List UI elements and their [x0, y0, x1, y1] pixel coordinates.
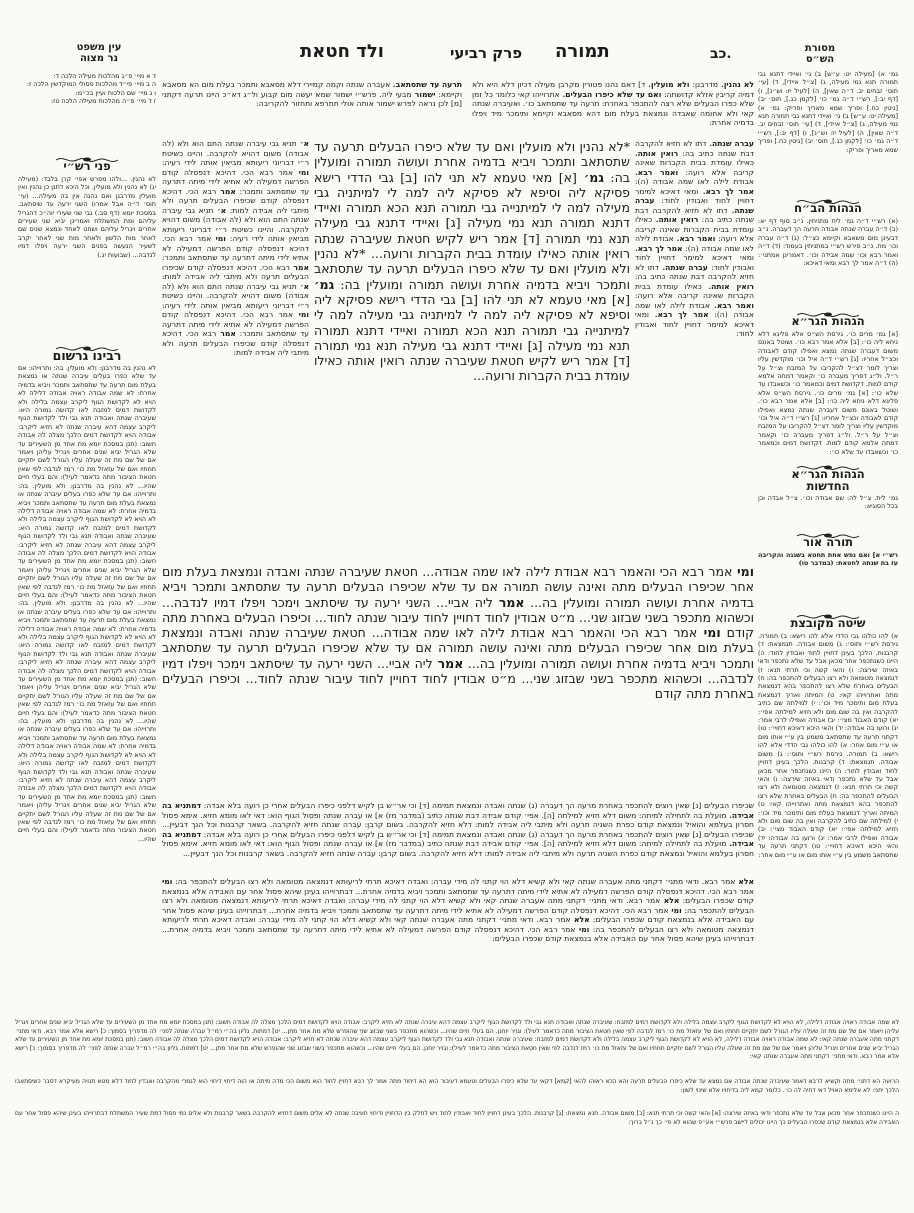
daf-number: כב.	[710, 46, 732, 62]
center-text-area	[162, 80, 754, 1012]
divider-ornament	[758, 606, 898, 615]
divider-ornament	[758, 525, 898, 534]
shita-mekubetzet-text: א) להו כולהו גבי הדדי אלא להו רישא: ב) תמורה. גירסת רש״י ותוס׳: ג) משום אבודה. תנמצאת: ד) קרבנות. הלכך בעינן דחויין לחוד ואבודין לחוד: ה) היינו כשנתכפר אחר מכאן אבל עד שלא נתכפר ודאי באיזה שירצה: ו) והאי קשה וכי תרתי תנא: ז) דנמצאה מטומאה ולא רצו הבעלים להתכפר בה: ח) הבעלים באחרת שלא רצו להתכפר בהא דנמצאת מתה ואתרוייהו קאי: ט) המיתה ואריך דנמצאת בעלת מום ותימכר מיד וכו׳: י) למילתה שם כתיב להקרבה ואין בה שום מום ולא חזיא למילתה אפי׳: יא) קודם האבוד מצי׳: יב) אבודה ואפילו לרבי אמר: יג) ורועו בה אבודה: יד) והאי היכא דאיכא דחויי׳: טו) דקתני תרעה עד שתסתאב משמע בין ע״י אותו מום או ע״י מום אחר: א) להו כולהו גבי הדדי אלא להו רישא: ב) תמורה. גירסת רש״י ותוס׳: ג) משום אבודה. תנמצאת: ד) קרבנות. הלכך בעינן דחויין לחוד ואבודין לחוד: ה) היינו כשנתכפר אחר מכאן אבל עד שלא נתכפר ודאי באיזה שירצה: ו) והאי קשה וכי תרתי תנא: ז) דנמצאה מטומאה ולא רצו הבעלים להתכפר בה: ח) הבעלים באחרת שלא רצו להתכפר בהא דנמצאת מתה ואתרוייהו קאי: ט) המיתה ואריך דנמצאת בעלת מום ותימכר מיד וכו׳: י) למילתה שם כתיב להקרבה ואין בה שום מום ולא חזיא למילתה אפי׳: יא) קודם האבוד מצי׳: יב) אבודה ואפילו לרבי אמר: יג) ורועו בה אבודה: יד) והאי היכא דאיכא דחויי׳: טו) דקתני תרעה עד שתסתאב משמע בין ע״י אותו מום או ע״י מום אחר:	[758, 632, 898, 859]
shita-bottom-band: ה היינו כשנתכפר אחר מכאן אבל עד שלא נתכפר ודאי באיזה שירצה: [א] והאי קשה וכי תרתי תנא: [ב] משום אבודה. תנא נמצאת: [ג] קרבנות. הלכך בעינן דחויין לחוד ואבודין לחוד ויש לחלק בין הדחויין ודיחוי תעיבה שנתה לא אלים משום דחזיא להקרבה בשאר קרבנות ולא אלים נמי פסול דמת שעיר המשתלח דבתרוייהו בעינן שיהא פסול אחר עם האבידה אלא בנמצאת קודם שכפרו הבעלים כך היינו יכולים ליישב פרש״י אע״פ שהוא לא פי׳ כך נ״ל ברוך:	[15, 1110, 899, 1126]
ein-mishpat-header	[40, 42, 158, 64]
hagahot-hagra-chadashot-title	[758, 468, 898, 492]
perek-name-header: ולד חטאת	[300, 41, 384, 62]
ein-mishpat-entry: ז ד מיי׳ פ״ה מהלכות מעילה הלכה טז:	[51, 97, 156, 106]
divider-ornament	[18, 149, 156, 158]
rashi-top-block: לא נהנין. מדרבנן: ולא מועלין. ד] דאם נהנו פטורין מקרבן מעילה דכיון דלא היא ולא דמיה קריבין אזלא קדושתה: ואם עד שלא כיפרו הבעלים. אתרוייהו קאי כלומר כל זמן שלא כפרו הבעלים שלא רצה להתכפר באחרת: תרעה עד שתסתאב כו׳. ואעיברה שנתה קאי ולא אחומה שאבדה ונמצאת בעלת מום דהא מסאבא וקיימא ותימכר מיד ויפלו בדמיה אחרת:	[472, 80, 754, 127]
hagahot-hagra-chadashot-text: גמ׳ לית. צ״ל לה: שם אבודה וכו׳. צ״ל אבדה וכן בכל הסוגיא:	[758, 494, 898, 511]
mesoret-hashas-text: גמ׳ א) [מעילה יט: ע״ש] ב) גי׳ ואיידי דתנא גבי תמורה תנא נמי מעילה, ג) [צ״ל איידי], ד) [עי׳ תוס׳ זבחים יב. ד״ה שאין], ה) [לעיל יז: וש״נ], ו) [דף יב:], רש״י ד״ה גמ׳ כו׳ [לקמן כג.], תוס׳ יב) [גיטין כח.] ופריך שמא מאריך ופריק: גמ׳ א) [מעילה יט: ע״ש] ב) גי׳ ואיידי דתנא גבי תמורה תנא נמי מעילה, ג) [צ״ל איידי], ד) [עי׳ תוס׳ זבחים יב. ד״ה שאין], ה) [לעיל יז: וש״נ], ו) [דף יב:], רש״י ד״ה גמ׳ כו׳ [לקמן כג.], תוס׳ יב) [גיטין כח.] ופריך שמא מאריך ופריק:	[758, 70, 898, 154]
mesoret-title-line1: מסורת	[804, 43, 836, 54]
main-three-columns	[162, 139, 754, 561]
hagahot-hagra-chadashot-title-line2: החדשות	[806, 479, 850, 493]
hagahot-hagra-chadashot-title-line1: הגהות הגר״א	[791, 467, 865, 481]
mesoret-title-line2: הש״ס	[805, 54, 835, 65]
divider-ornament	[758, 457, 898, 466]
divider-ornament	[18, 338, 156, 347]
ein-mishpat-title-line1: עין משפט	[76, 42, 122, 53]
hagahot-hagra-text: [א] גמ׳ מרים כו׳. גירסת הש״ס אלא פליגא דלא ניחא ליה כו׳: [ב] אלא אמר רבא כו׳. ושוטל באונס משום דעברה שנתה נמצא ואפילו קודם לאבודה וכצ״ל אחריו: [ג] רש״י ד״ה איל וכו׳ מוקדשין עליו וצריך לומר דצ״ל להקריבו על המזבח וצ״ל על ר״ל. ול״ג דפריך מעברה כו׳ וקאמר דמתה אלמא קודם למות. דקדושת דמים וכמאמר כו׳ וכשאבדו עד שלא כו׳: [א] גמ׳ מרים כו׳. גירסת הש״ס אלא פליגא דלא ניחא ליה כו׳: [ב] אלא אמר רבא כו׳. ושוטל באונס משום דעברה שנתה נמצא ואפילו קודם לאבודה וכצ״ל אחריו: [ג] רש״י ד״ה איל וכו׳ מוקדשין עליו וצריך לומר דצ״ל להקריבו על המזבח וצ״ל על ר״ל. ול״ג דפריך מעברה כו׳ וקאמר דמתה אלמא קודם למות. דקדושת דמים וכמאמר כו׳ וכשאבדו עד שלא כו׳:	[758, 330, 898, 454]
tosafot-top-block: תרעה עד שתסתאב. אעברה שנתה וקמה קמיירי דלא מסאבא ותמכר בעלת מום הא מסאבא וקיימא: ישמור מבעי ליה. פרש״י ישמור שמא יעשה מום קבוע ול״ג דא״כ היינו תרעה דקתני [מ] לכן נראה לפרש ישמור אותה אולי תתרפא ותחזור להקריבה:	[162, 80, 462, 108]
rabbeinu-gershom-title: רבינו גרשום	[52, 348, 122, 363]
hagahot-hagra-title: הגהות הגר״א	[791, 314, 865, 328]
left-margin-column	[18, 72, 156, 1012]
bottom-notes-band-2: הרועה הא דתני׳ מתה וקשיא לרבא דאמר שעיברה שנתה אבודה אם נמצא עד שלא כיפרו הבעלים תרעה והא הכא ראוהו להאי [קמא] דקאי עד שלא כיפרו הבעלים וטעמא דעיבור הוא הא דיחוד מתה אמר לך רבא דחויין לחוד הוא משום הכי מדה מיתה או הוה דיחוי דיחוי הוא לגמרי מהקרבה ואבדין לחוד דלא מטא תנויה מעיקרא דסבר כשיסתאבו הלכך יתני: לא אלימא האויל דאי דחיה לה כו׳. כלומר קמא ליה בדיחויו אלא שינוי לשון:	[15, 1078, 899, 1094]
rabbeinu-gershom-bottom-band: לא שמה אבודה ראויה אבודה דלילה, לא הויא לא לקדושת הגוף ליקרב עצמה בלילה ולא לקדושת דמים למזבח: שעיברה שנתה ואבודה תנא גבי ולד לקדושת הגוף ליקרב עצמה דהא עיברה שנתה לא חזיא ליקרב: אבודה הויא לקדושת דמים הלכך מצלה לה אבודה חשוב: (תנן במסכת יומא מת אחד מן השעירים עד שלא הגריל יביא שנים אחרים ויגריל עליהן ויאמר אם של שם מת זה שעלה עליו הגורל לשם יתקיים תחתיו ואם של עזאזל מת כו׳ רמז לנדבה לפי שאין חטאת הציבור מתה כדאמר לעיל): וגזיר יוחנן. הם בעלי חיים שהיו... וכשהוא מתכפר בשני שבזוג שני שהופרש שלא מת אחר מתן... יט] דמתות. גליון בה״י רמ״ל עברה שנתה לפני׳ לה מדפריך בסמוך: כ] רישא אלא אמר רבא. ודאי מתני׳ דקתני מתה אעברה שנתה קאי: לא שמה אבודה ראויה אבודה דלילה, לא הויא לא לקדושת הגוף ליקרב עצמה בלילה ולא לקדושת דמים למזבח: שעיברה שנתה ואבודה תנא גבי ולד לקדושת הגוף ליקרב עצמה דהא עיברה שנתה לא חזיא ליקרב: אבודה הויא לקדושת דמים הלכך מצלה לה אבודה חשוב: (תנן במסכת יומא מת אחד מן השעירים עד שלא הגריל יביא שנים אחרים ויגריל עליהן ויאמר אם של שם מת זה שעלה עליו הגורל לשם יתקיים תחתיו ואם של עזאזל מת כו׳ רמז לנדבה לפי שאין חטאת הציבור מתה כדאמר לעיל): וגזיר יוחנן. הם בעלי חיים שהיו... וכשהוא מתכפר בשני שבזוג שני שהופרש שלא מת אחר מתן... יט] דמתות. גליון בה״י רמ״ל עברה שנתה לפני׳ לה מדפריך בסמוך: כ] רישא אלא אמר רבא. ודאי מתני׳ דקתני מתה אעברה שנתה קאי:	[15, 1019, 899, 1061]
ein-mishpat-entries	[18, 72, 156, 146]
torah-or-title: תורה אור	[803, 535, 853, 549]
hagahot-habach-title: הגהות הב״ח	[794, 201, 862, 215]
tosafot-lower-band: אלא אמר רבא. ודאי מתני׳ דקתני מתה אעברה שנתה קאי ולא קשיא דלא הוי קתני לה מידי עברה: ואבדה דאיכא תרתי לריעותא דנמצאה מטומאה ולא רצו הבעלים להתכפר בה: ומי אמר רבא הכי. דהיכא דנפסלה קודם הפרשה דמעילה לא אתיא לידי מיתה דתרעה עד שתסתאב ותמכר ויביא בדמיה אחרת... דבתרוייהו בעינן שיהא פסול אחר עם האבידה אלא בנמצאת קודם שכפרו הבעלים: אלא אמר רבא. ודאי מתני׳ דקתני מתה אעברה שנתה קאי ולא קשיא דלא הוי קתני לה מידי עברה: ואבדה דאיכא תרתי לריעותא דנמצאה מטומאה ולא רצו הבעלים להתכפר בה: ומי אמר רבא הכי. דהיכא דנפסלה קודם הפרשה דמעילה לא אתיא לידי מיתה דתרעה עד שתסתאב ותמכר ויביא בדמיה אחרת... דבתרוייהו בעינן שיהא פסול אחר עם האבידה אלא בנמצאת קודם שכפרו הבעלים: אלא אמר רבא. ודאי מתני׳ דקתני מתה אעברה שנתה קאי ולא קשיא דלא הוי קתני לה מידי עברה: ואבדה דאיכא תרתי לריעותא דנמצאה מטומאה ולא רצו הבעלים להתכפר בה: ומי אמר רבא הכי. דהיכא דנפסלה קודם הפרשה דמעילה לא אתיא לידי מיתה דתרעה עד שתסתאב ותמכר ויביא בדמיה אחרת... דבתרוייהו בעינן שיהא פסול אחר עם האבידה אלא בנמצאת קודם שכפרו הבעלים:	[162, 877, 754, 943]
masechet-header: תמורה	[555, 41, 610, 62]
perek-number-header: פרק רביעי	[450, 44, 523, 62]
rabbeinu-gershom-text: לא נהנין בה מדרבנן: ולא מועלין. בה: ותרוייהו: אם עד שלא כפרו בעלים עיברה שנתה או נמצאת בעלת מום תרעה עד שתסתאב ותמכר ויביא בדמיה אחרת: לא שמה אבודה ראויה אבודה דלילה לא הויא לא לקדושת הגוף ליקרב עצמה בלילה ולא לקדושת דמים למזבח לאו קדושה גמורה היא: שעיברה שנתה ואבודה תנא גבי ולד לקדושת הגוף ליקרב עצמה דהא עיברה שנתה לא חזיא ליקרב: אבודה הויא לקדושת דמים הלכך מצלה לה אבודה חשוב: (תנן במסכת יומא מת אחד מן השעירים עד שלא הגריל יביא שנים אחרים ויגריל עליהן ויאמר אם של שם מת זה שעלה עליו הגורל לשם יתקיים תחתיו ואם של עזאזל מת כו׳ רמז לנדבה לפי שאין חטאת הציבור מתה כדאמר לעיל): והם בעלי חיים שהיו... לא נהנין בה מדרבנן: ולא מועלין. בה: ותרוייהו: אם עד שלא כפרו בעלים עיברה שנתה או נמצאת בעלת מום תרעה עד שתסתאב ותמכר ויביא בדמיה אחרת: לא שמה אבודה ראויה אבודה דלילה לא הויא לא לקדושת הגוף ליקרב עצמה בלילה ולא לקדושת דמים למזבח לאו קדושה גמורה היא: שעיברה שנתה ואבודה תנא גבי ולד לקדושת הגוף ליקרב עצמה דהא עיברה שנתה לא חזיא ליקרב: אבודה הויא לקדושת דמים הלכך מצלה לה אבודה חשוב: (תנן במסכת יומא מת אחד מן השעירים עד שלא הגריל יביא שנים אחרים ויגריל עליהן ויאמר אם של שם מת זה שעלה עליו הגורל לשם יתקיים תחתיו ואם של עזאזל מת כו׳ רמז לנדבה לפי שאין חטאת הציבור מתה כדאמר לעיל): והם בעלי חיים שהיו... לא נהנין בה מדרבנן: ולא מועלין. בה: ותרוייהו: אם עד שלא כפרו בעלים עיברה שנתה או נמצאת בעלת מום תרעה עד שתסתאב ותמכר ויביא בדמיה אחרת: לא שמה אבודה ראויה אבודה דלילה לא הויא לא לקדושת הגוף ליקרב עצמה בלילה ולא לקדושת דמים למזבח לאו קדושה גמורה היא: שעיברה שנתה ואבודה תנא גבי ולד לקדושת הגוף ליקרב עצמה דהא עיברה שנתה לא חזיא ליקרב: אבודה הויא לקדושת דמים הלכך מצלה לה אבודה חשוב: (תנן במסכת יומא מת אחד מן השעירים עד שלא הגריל יביא שנים אחרים ויגריל עליהן ויאמר אם של שם מת זה שעלה עליו הגורל לשם יתקיים תחתיו ואם של עזאזל מת כו׳ רמז לנדבה לפי שאין חטאת הציבור מתה כדאמר לעיל): והם בעלי חיים שהיו... לא נהנין בה מדרבנן: ולא מועלין. בה: ותרוייהו: אם עד שלא כפרו בעלים עיברה שנתה או נמצאת בעלת מום תרעה עד שתסתאב ותמכר ויביא בדמיה אחרת: לא שמה אבודה ראויה אבודה דלילה לא הויא לא לקדושת הגוף ליקרב עצמה בלילה ולא לקדושת דמים למזבח לאו קדושה גמורה היא: שעיברה שנתה ואבודה תנא גבי ולד לקדושת הגוף ליקרב עצמה דהא עיברה שנתה לא חזיא ליקרב: אבודה הויא לקדושת דמים הלכך מצלה לה אבודה חשוב: (תנן במסכת יומא מת אחד מן השעירים עד שלא הגריל יביא שנים אחרים ויגריל עליהן ויאמר אם של שם מת זה שעלה עליו הגורל לשם יתקיים תחתיו ואם של עזאזל מת כו׳ רמז לנדבה לפי שאין חטאת הציבור מתה כדאמר לעיל): והם בעלי חיים שהיו...	[18, 364, 156, 843]
right-margin-column	[758, 70, 898, 1012]
divider-ornament	[758, 191, 898, 200]
ein-mishpat-title-line2: נר מצוה	[79, 53, 119, 64]
pnei-rashi-text: לא נהנין. ...ולהו מפרש אפי׳ קרן בלבד: (מעילה יג) לא נהנין ולא מועלין. וכל היכא דתנן כן נהנין ואין מועלין מדרבנן ואם נהנה אין בה מעילה... (עי׳ תוס׳ ד״ה אבל אמרו) השני ירעה עד שיסתאב. במסכת יומא (דף סב.) גבי שני שעירי יוה״כ דהגריל עליהם ומת המשתלח ואמרינן יביא שני שעירים אחרים ויגריל עליהם ושחט לאחד ונמצא שנים שם לאחר מות הלשון ולאחר מות שני לאחר יקרב לשעיר הנעשה בפנים השני ירעה ויפלו דמיו לנדבה... (שבועות יג.)	[18, 175, 156, 259]
shita-mekubetzet-title: שיטה מקובצת	[790, 616, 866, 630]
ein-mishpat-entry: ד א מיי׳ פ״ג מהלכות מעילה הלכה ד:	[53, 72, 156, 80]
hagahot-habach-text: (א) רש״י ד״ה גמ׳ לית מתניתין. נ״ב סוף דף יא: (ב) ד״ה עברה שנתה אבודה תרעה הך דעברה. נ״ב דבעינן מום משאבא וקיימא כצ״ל: (ג) ד״ה עברה וכו׳ מת. נ״ב פירש רש״י במתניתין בעמוד: (ד) ד״ה ואמר רבא וכו׳ שמה אבידה וכו׳. דאמרינן אמתני׳: (ה) ד״ה אמר לך רבא ומאי דאיכא:	[758, 217, 898, 268]
ein-mishpat-entry: ה ב מיי׳ פי״ד מהלכות פסולי המוקדשין הלכה ז:	[26, 80, 156, 89]
torah-or-text: רש״י א] ואם נפש אחת תחטא בשגגה והקריבה עז בת שנתה לחטאת: (במדבר טו)	[758, 551, 898, 568]
rashi-lower-band: שכיפרו הבעלים [נ] שאין רוצים להתכפר באחרת מרעה הך דעברה (ג) שנתה ואבדה ונמצאת תמימה [ד] וכי אר״ש בן לקיש דלפני כיפרו הבעלים אחרי כן רועה בלא אבדה: דמתניא בה אבידה. מועלת בה לתחילה למיתה: משום דלא חזיא למילתה [ה]. אפי׳ קודם אבידה דבת שנתה כתיב (במדבר מז) א] או עברה שנתה ופסול הגוף הוא: דאי לאו מומא חזיא. אימא פסול חסרון בעלמא והואיל ונמצאת קודם כפרת השניה תרעה ולא מיתבי ליה אבידה למות: דלא חזיא להקרבה. בשום קרבן: עברה שנתה חזיא להקרבה. בשאר קרבנות וכל הנך דבעיין... שכיפרו הבעלים [נ] שאין רוצים להתכפר באחרת מרעה הך דעברה (ג) שנתה ואבדה ונמצאת תמימה [ד] וכי אר״ש בן לקיש דלפני כיפרו הבעלים אחרי כן רועה בלא אבדה: דמתניא בה אבידה. מועלת בה לתחילה למיתה: משום דלא חזיא למילתה [ה]. אפי׳ קודם אבידה דבת שנתה כתיב (במדבר מז) א] או עברה שנתה ופסול הגוף הוא: דאי לאו מומא חזיא. אימא פסול חסרון בעלמא והואיל ונמצאת קודם כפרת השניה תרעה ולא מיתבי ליה אבידה למות: דלא חזיא להקרבה. בשום קרבן: עברה שנתה חזיא להקרבה. בשאר קרבנות וכל הנך דבעיין...	[162, 801, 754, 858]
gemara-full-width: ומי אמר רבא הכי והאמר רבא אבודת לילה לאו שמה אבודה... חטאת שעיברה שנתה ואבדה ונמצאת בעלת מום אחר שכיפרו הבעלים מתה ואינה עושה תמורה אם עד שלא שכיפרו הבעלים תרעה עד שתסתאב ותמכר ויביא בדמיה אחרת ועושה תמורה ומועלין בה... אמר ליה אביי... השני ירעה עד שיסתאב וימכר ויפלו דמיו לנדבה... וכשהוא מתכפר בשני שבזוג שני... מ״ט אבודין לחוד דחויין לחוד עיבור שנתה לחוד... וכיפרו הבעלים באחרת מתה קודם ומי אמר רבא הכי והאמר רבא אבודת לילה לאו שמה אבודה... חטאת שעיברה שנתה ואבדה ונמצאת בעלת מום אחר שכיפרו הבעלים מתה ואינה עושה תמורה אם עד שלא שכיפרו הבעלים תרעה עד שתסתאב ותמכר ויביא בדמיה אחרת ועושה תמורה ומועלין בה... אמר ליה אביי... השני ירעה עד שיסתאב וימכר ויפלו דמיו לנדבה... וכשהוא מתכפר בשני שבזוג שני... מ״ט אבודין לחוד דחויין לחוד עיבור שנתה לחוד... וכיפרו הבעלים באחרת מתה קודם	[162, 564, 754, 702]
commentary-top-band	[162, 80, 754, 137]
divider-ornament	[758, 304, 898, 313]
tosafot-column: א׳ תניא גבי עיברה שנתה התם הוא ולא (לה אבודה) משום דהויא להקרבה. והיינו כשיטת ר״י דבריוני ריעותא מביאין אותה לידי רעיה: ומי אמר רבא הכי. דהיכא דנפסלה קודם הפרשה דמעילה לא אתיא לידי מיתה דתרעה עד שתסתאב ותמכר: אמר רבא הכי. דהיכא דנפסלה קודם שכיפרו הבעלים תרעה ולא מיתבי ליה אבידה למות: א׳ תניא גבי עיברה שנתה התם הוא ולא (לה אבודה) משום דהויא להקרבה. והיינו כשיטת ר״י דבריוני ריעותא מביאין אותה לידי רעיה: ומי אמר רבא הכי. דהיכא דנפסלה קודם הפרשה דמעילה לא אתיא לידי מיתה דתרעה עד שתסתאב ותמכר: אמר רבא הכי. דהיכא דנפסלה קודם שכיפרו הבעלים תרעה ולא מיתבי ליה אבידה למות: א׳ תניא גבי עיברה שנתה התם הוא ולא (לה אבודה) משום דהויא להקרבה. והיינו כשיטת ר״י דבריוני ריעותא מביאין אותה לידי רעיה: ומי אמר רבא הכי. דהיכא דנפסלה קודם הפרשה דמעילה לא אתיא לידי מיתה דתרעה עד שתסתאב ותמכר: אמר רבא הכי. דהיכא דנפסלה קודם שכיפרו הבעלים תרעה ולא מיתבי ליה אבידה למות:	[162, 139, 309, 357]
gemara-column: *לא נהנין ולא מועלין ואם עד שלא כיפרו הבעלים תרעה עד שתסתאב ותמכר ויביא בדמיה אחרת ועושה תמורה ומועלין בה: גמ׳ [א] מאי טעמא לא תני להו [ב] גבי הדדי רישא פסיקא ליה וסיפא לא פסיקא ליה למה לי למיתניה גבי מעילה למה לי למיתנייה גבי תמורה תנא הכא תמורה ואיידי דתנא תמורה תנא נמי מעילה [ג] ואיידי דתנא גבי מעילה תנא נמי תמורה [ד] אמר ריש לקיש חטאת שעיברה שנתה רואין אותה כאילו עומדת בבית הקברות ורועה... *לא נהנין ולא מועלין ואם עד שלא כיפרו הבעלים תרעה עד שתסתאב ותמכר ויביא בדמיה אחרת ועושה תמורה ומועלין בה: גמ׳ [א] מאי טעמא לא תני להו [ב] גבי הדדי רישא פסיקא ליה וסיפא לא פסיקא ליה למה לי למיתניה גבי מעילה למה לי למיתנייה גבי תמורה תנא הכא תמורה ואיידי דתנא תמורה תנא נמי מעילה [ג] ואיידי דתנא גבי מעילה תנא נמי תמורה [ד] אמר ריש לקיש חטאת שעיברה שנתה רואין אותה כאילו עומדת בבית הקברות ורועה...	[314, 139, 630, 384]
pnei-rashi-title: פני רש״י	[63, 159, 111, 173]
ein-mishpat-entry: ו ג מיי׳ שם הלכות ועיין בכ״מ:	[75, 88, 156, 97]
rashi-column: עברה שנתה. דתו לא חזיא להקרבה דבת שנתה כתיב בה: רואין אותה. כאילו עומדת בבית הקברות שאינה קריבה אלא רועה: ואמר רבא. אבודת לילה לאו שמה אבודה (ה): אמר לך רבא. ומאי דאיכא למימר דחויין לחוד ואבודין לחוד: עברה שנתה. דתו לא חזיא להקרבה דבת שנתה כתיב בה: רואין אותה. כאילו עומדת בבית הקברות שאינה קריבה אלא רועה: ואמר רבא. אבודת לילה לאו שמה אבודה (ה): אמר לך רבא. ומאי דאיכא למימר דחויין לחוד ואבודין לחוד: עברה שנתה. דתו לא חזיא להקרבה דבת שנתה כתיב בה: רואין אותה. כאילו עומדת בבית הקברות שאינה קריבה אלא רועה: ואמר רבא. אבודת לילה לאו שמה אבודה (ה): אמר לך רבא. ומאי דאיכא למימר דחויין לחוד ואבודין לחוד:	[635, 139, 754, 338]
mesoret-hashas-header	[772, 43, 868, 65]
